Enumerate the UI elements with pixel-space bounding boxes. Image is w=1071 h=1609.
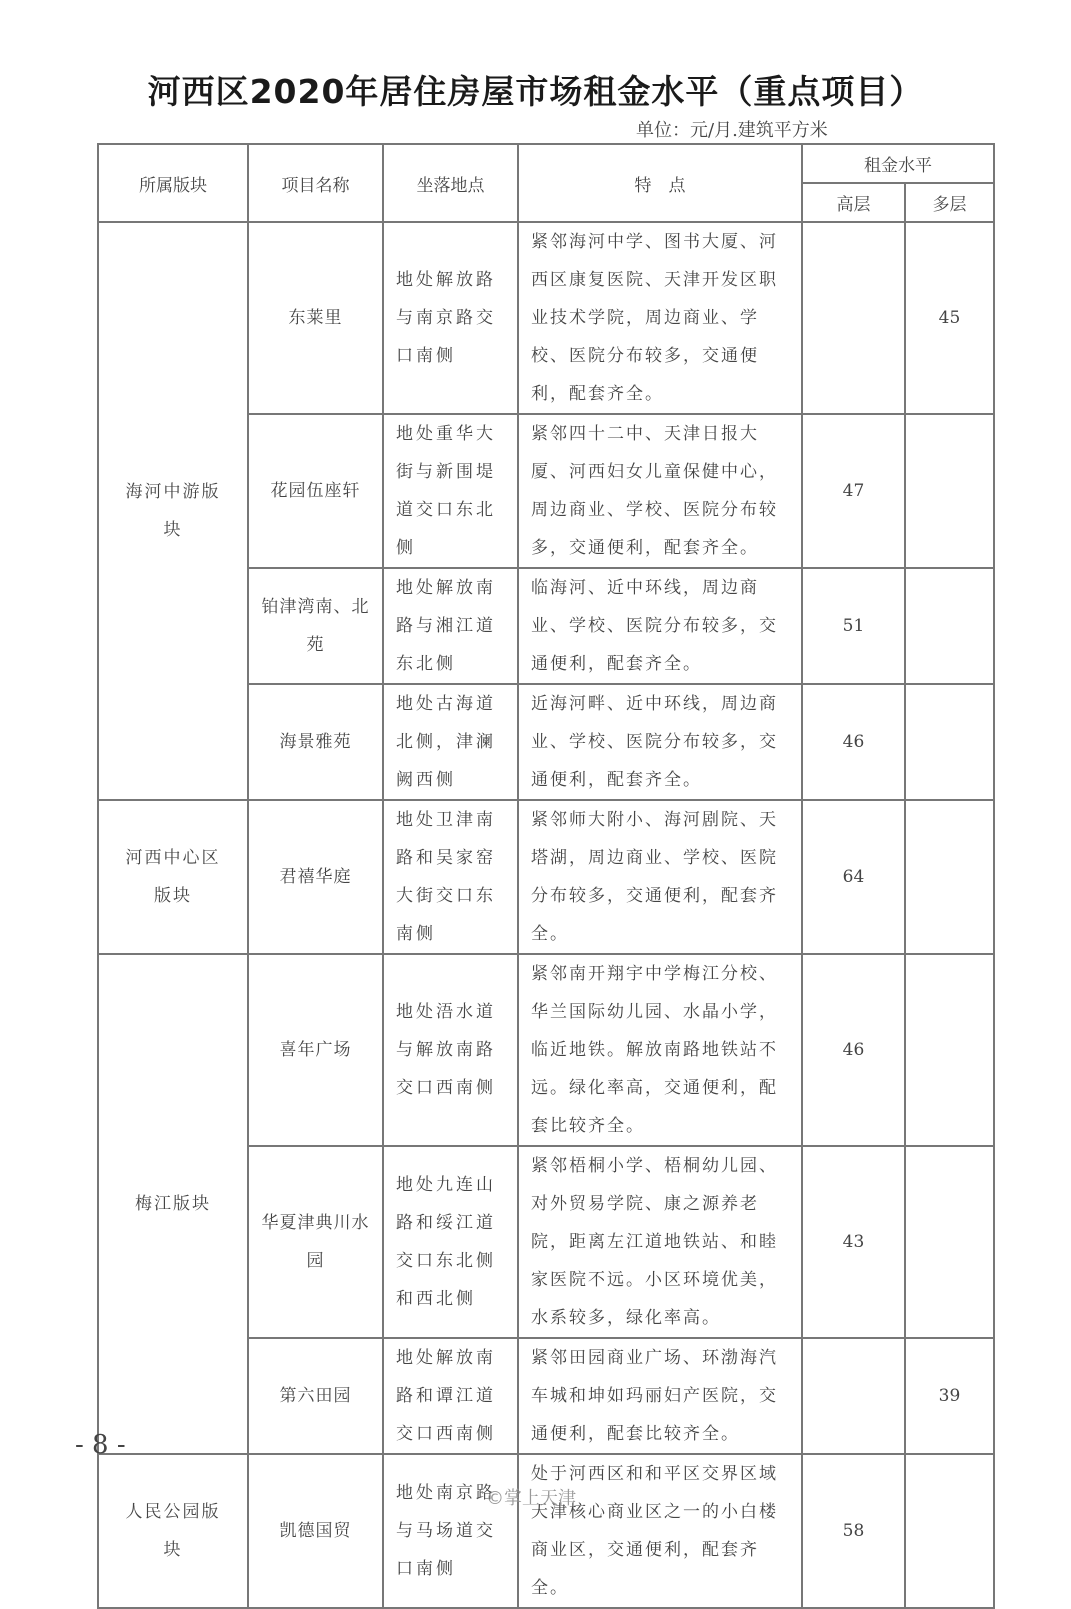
multi-story-rent-cell (905, 1454, 994, 1608)
high-rise-rent-cell: 43 (802, 1146, 905, 1338)
location-cell: 地处浯水道与解放南路交口西南侧 (383, 954, 518, 1146)
rent-table (97, 143, 995, 1609)
high-rise-rent-cell: 58 (802, 1454, 905, 1608)
high-rise-rent-cell: 47 (802, 414, 905, 568)
high-rise-rent-cell: 64 (802, 800, 905, 954)
location-cell: 地处重华大街与新围堤道交口东北侧 (383, 414, 518, 568)
features-cell: 近海河畔、近中环线，周边商业、学校、医院分布较多，交通便利，配套齐全。 (518, 684, 802, 800)
high-rise-rent-cell (802, 222, 905, 414)
features-cell: 紧邻师大附小、海河剧院、天塔湖，周边商业、学校、医院分布较多，交通便利，配套齐全。 (518, 800, 802, 954)
block-name-cell: 梅江版块 (98, 954, 248, 1454)
multi-story-rent-cell: 39 (905, 1338, 994, 1454)
location-cell: 地处古海道北侧，津澜阙西侧 (383, 684, 518, 800)
header-high-rise: 高层 (802, 183, 905, 222)
unit-label: 单位：元/月.建筑平方米 (636, 120, 828, 141)
project-name-cell: 东莱里 (248, 222, 383, 414)
header-features: 特 点 (518, 144, 802, 222)
multi-story-rent-cell (905, 954, 994, 1146)
project-name-cell: 华夏津典川水园 (248, 1146, 383, 1338)
block-name-cell: 河西中心区版块 (98, 800, 248, 954)
features-cell: 紧邻南开翔宇中学梅江分校、华兰国际幼儿园、水晶小学，临近地铁。解放南路地铁站不远。绿化率高，交通便利，配套比较齐全。 (518, 954, 802, 1146)
location-cell: 地处九连山路和绥江道交口东北侧和西北侧 (383, 1146, 518, 1338)
project-name-cell: 铂津湾南、北苑 (248, 568, 383, 684)
table-row (98, 954, 994, 1146)
table-row (98, 800, 994, 954)
features-cell: 紧邻梧桐小学、梧桐幼儿园、对外贸易学院、康之源养老院，距离左江道地铁站、和睦家医院不远。小区环境优美，水系较多，绿化率高。 (518, 1146, 802, 1338)
watermark: ©掌上天津 (486, 1488, 576, 1509)
project-name-cell: 第六田园 (248, 1338, 383, 1454)
project-name-cell: 凯德国贸 (248, 1454, 383, 1608)
header-project: 项目名称 (248, 144, 383, 222)
project-name-cell: 喜年广场 (248, 954, 383, 1146)
header-block: 所属版块 (98, 144, 248, 222)
location-cell: 地处解放南路与湘江道东北侧 (383, 568, 518, 684)
location-cell: 地处解放路与南京路交口南侧 (383, 222, 518, 414)
features-cell: 处于河西区和和平区交界区域天津核心商业区之一的小白楼商业区，交通便利，配套齐全。 (518, 1454, 802, 1608)
high-rise-rent-cell: 46 (802, 684, 905, 800)
location-cell: 地处南京路与马场道交口南侧 (383, 1454, 518, 1608)
table-body (98, 222, 994, 1608)
location-cell: 地处解放南路和谭江道交口西南侧 (383, 1338, 518, 1454)
high-rise-rent-cell (802, 1338, 905, 1454)
header-location: 坐落地点 (383, 144, 518, 222)
project-name-cell: 君禧华庭 (248, 800, 383, 954)
high-rise-rent-cell: 46 (802, 954, 905, 1146)
block-name-cell: 海河中游版块 (98, 222, 248, 800)
table-row (98, 1454, 994, 1608)
features-cell: 紧邻海河中学、图书大厦、河西区康复医院、天津开发区职业技术学院，周边商业、学校、医院分布较多，交通便利，配套齐全。 (518, 222, 802, 414)
project-name-cell: 海景雅苑 (248, 684, 383, 800)
header-multi-story: 多层 (905, 183, 994, 222)
table-row (98, 222, 994, 414)
features-cell: 临海河、近中环线，周边商业、学校、医院分布较多，交通便利，配套齐全。 (518, 568, 802, 684)
multi-story-rent-cell: 45 (905, 222, 994, 414)
page-number: - 8 - (75, 1430, 126, 1460)
multi-story-rent-cell (905, 414, 994, 568)
multi-story-rent-cell (905, 568, 994, 684)
features-cell: 紧邻田园商业广场、环渤海汽车城和坤如玛丽妇产医院，交通便利，配套比较齐全。 (518, 1338, 802, 1454)
multi-story-rent-cell (905, 684, 994, 800)
page-title: 河西区2020年居住房屋市场租金水平（重点项目） (147, 72, 924, 111)
location-cell: 地处卫津南路和吴家窑大街交口东南侧 (383, 800, 518, 954)
multi-story-rent-cell (905, 1146, 994, 1338)
header-rent: 租金水平 (802, 144, 994, 183)
project-name-cell: 花园伍座轩 (248, 414, 383, 568)
high-rise-rent-cell: 51 (802, 568, 905, 684)
block-name-cell: 人民公园版块 (98, 1454, 248, 1608)
multi-story-rent-cell (905, 800, 994, 954)
features-cell: 紧邻四十二中、天津日报大厦、河西妇女儿童保健中心，周边商业、学校、医院分布较多，交通便利，配套齐全。 (518, 414, 802, 568)
